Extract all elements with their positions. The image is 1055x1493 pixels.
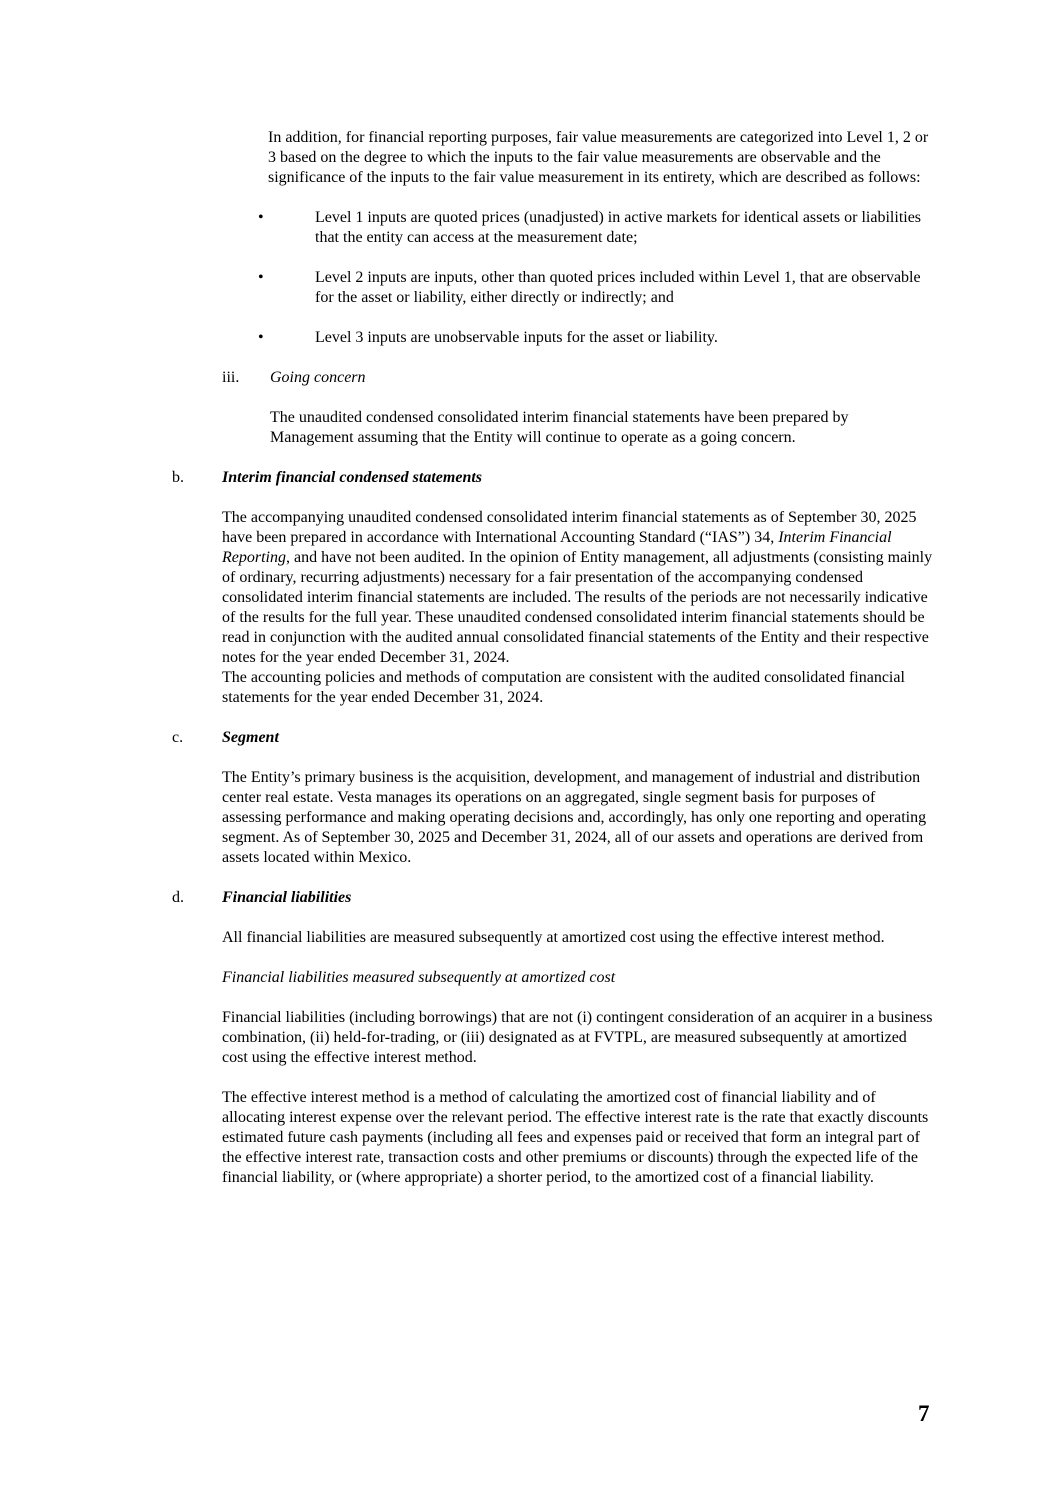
going-concern-title: Going concern: [270, 369, 366, 386]
fair-value-bullet-level1: [258, 208, 1055, 248]
section-d-label: d.: [172, 889, 184, 906]
section-c-label: c.: [172, 729, 184, 746]
section-c-title: Segment: [222, 729, 279, 746]
ias34-standard-name: Interim Financial Reporting: [222, 529, 892, 566]
bullet-level3-text: Level 3 inputs are unobservable inputs for the asset or liability.: [315, 329, 718, 346]
interim-paragraph-segment-3: , and have not been audited. In the opinion of Entity management, all adjustments (consisting mainly of ordinary, recurring adjustments) necessary for a fair presentation of the accompanying condensed consolidated interim financial statements are included. The results of the periods are not necessarily indicative of the results for the full year. These unaudited condensed consolidated interim financial statements should be read in conjunction with the audited annual consolidated financial statements of the Entity and their respective notes for the year ended December 31, 2024.: [222, 549, 933, 666]
fair-value-intro-paragraph: In addition, for financial reporting purposes, fair value measurements are categorized into Level 1, 2 or 3 based on the degree to which the inputs to the fair value measurements are observable and the significance of the inputs to the fair value measurement in its entirety, which are described as follows:: [268, 129, 929, 186]
section-c-heading-row: [172, 728, 1055, 748]
financial-liabilities-paragraph-1: All financial liabilities are measured subsequently at amortized cost using the effective interest method.: [222, 929, 885, 946]
financial-liabilities-paragraph-3: The effective interest method is a method of calculating the amortized cost of financial liability and of allocating interest expense over the relevant period. The effective interest rate is the rate that exactly discounts estimated future cash payments (including all fees and expenses paid or received that form an integral part of the effective interest rate, transaction costs and other premiums or discounts) through the expected life of the financial liability, or (where appropriate) a shorter period, to the amortized cost of a financial liability.: [222, 1089, 929, 1186]
interim-statements-paragraph-2: The accounting policies and methods of computation are consistent with the audited consolidated financial statements for the year ended December 31, 2024.: [222, 669, 905, 706]
section-b-heading-row: [172, 468, 1055, 488]
financial-liabilities-paragraph-2: Financial liabilities (including borrowings) that are not (i) contingent consideration of an acquirer in a business combination, (ii) held-for-trading, or (iii) designated as at FVTPL, are measured subsequently at amortized cost using the effective interest method.: [222, 1009, 933, 1066]
going-concern-heading-row: [222, 368, 1055, 388]
bullet-marker: •: [258, 209, 264, 226]
going-concern-numeral: iii.: [222, 369, 240, 386]
bullet-level1-text: Level 1 inputs are quoted prices (unadjusted) in active markets for identical assets or liabilities that the entity can access at the measurement date;: [315, 209, 922, 246]
fair-value-bullet-level3: [258, 328, 1055, 348]
page-number: 7: [918, 1401, 930, 1426]
amortized-cost-subheading: Financial liabilities measured subsequently at amortized cost: [222, 969, 616, 986]
interim-statements-paragraph-1: [222, 508, 934, 668]
segment-paragraph: The Entity’s primary business is the acquisition, development, and management of industrial and distribution center real estate. Vesta manages its operations on an aggregated, single segment basis for purposes of assessing performance and making operating decisions and, accordingly, has only one reporting and operating segment. As of September 30, 2025 and December 31, 2024, all of our assets and operations are derived from assets located within Mexico.: [222, 769, 927, 866]
section-d-heading-row: [172, 888, 1055, 908]
going-concern-paragraph: The unaudited condensed consolidated interim financial statements have been prepared by Management assuming that the Entity will continue to operate as a going concern.: [270, 409, 849, 446]
document-page: [0, 128, 1055, 1493]
fair-value-bullet-level2: [258, 268, 1055, 308]
bullet-marker: •: [258, 269, 264, 286]
interim-paragraph-segment-1: The accompanying unaudited condensed consolidated interim financial statements as of September 30, 2025 have been prepared in accordance with International Accounting Standard (“IAS”) 34,: [222, 509, 917, 546]
section-b-title: Interim financial condensed statements: [222, 469, 483, 486]
bullet-level2-text: Level 2 inputs are inputs, other than quoted prices included within Level 1, that are observable for the asset or liability, either directly or indirectly; and: [315, 269, 921, 306]
section-b-label: b.: [172, 469, 184, 486]
bullet-marker: •: [258, 329, 264, 346]
section-d-title: Financial liabilities: [222, 889, 352, 906]
